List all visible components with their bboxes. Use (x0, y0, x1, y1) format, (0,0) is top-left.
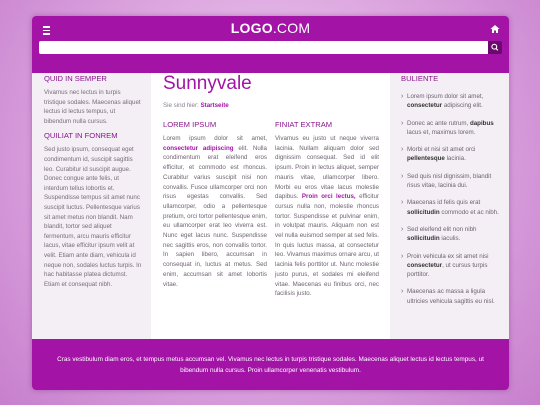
right-heading: BULIENTE (401, 74, 439, 83)
footer-text: Cras vestibulum diam eros, et tempus metus accumsan vel. Vivamus nec lectus in turpis tristique sodales. Maecenas aliquet lectus id lectus tempus, ut bibendum nulla cursus. Proin ullamcorper venenatis vestibulum. (57, 356, 484, 374)
text-segment: Vivamus eu justo ut neque viverra lacinia. Nullam aliquam dolor sed dignissim consequat. Sed id elit ipsum. Proin in lectus aliquet, semper mauris vitae, ullamcorper libero. Morbi eu eros vitae lacus molestie dapibus. (275, 135, 379, 201)
list-item (401, 145, 503, 164)
text-segment: Sed eleifend elit non nibh (407, 225, 477, 233)
logo-bold: LOGO (230, 20, 273, 36)
search-input[interactable] (39, 41, 488, 54)
text-segment: efficitur cursus nulla non, molestie rhoncus tortor. Suspendisse et pulvinar enim, in volutpat mauris. Aliquam non est vel nulla euismod semper at sed felis. In quis luctus massa, at consectetur leo. Vivamus maximus ornare arcu, ut lacinia felis porttitor ut. Nunc molestie justo purus, et sodales mi eleifend vitae. Maecenas eu finibus orci, nec facilisis justo. (275, 193, 379, 298)
left-text-1: Vivamus nec lectus in turpis tristique sodales. Maecenas aliquet lectus id lectus tempus, ut bibendum nulla cursus. (44, 89, 141, 125)
page-frame (32, 16, 509, 390)
list-item (401, 198, 503, 217)
text-segment: Maecenas ac massa a ligula ultricies vehicula sagittis eu nisl. (407, 288, 495, 305)
breadcrumb-link-home[interactable]: Startseite (200, 102, 229, 109)
page-title: Sunnyvale (163, 73, 252, 94)
highlight-text: sollicitudin (407, 235, 440, 243)
text-segment: iaculis. (441, 235, 461, 243)
text-segment: lacinia. (446, 155, 466, 163)
search-icon (488, 41, 502, 54)
content-columns (32, 73, 509, 339)
text-segment: Donec ac ante rutrum, (407, 119, 469, 127)
list-item (401, 225, 503, 244)
site-logo[interactable] (32, 20, 509, 36)
main-column-2-text (275, 134, 379, 299)
main-column-1-heading: LOREM IPSUM (163, 120, 217, 129)
text-segment: Sed quis nisl dignissim, blandit risus vitae, lacinia dui. (407, 172, 492, 190)
home-icon[interactable] (490, 24, 500, 34)
highlight-text: sollicitudin (407, 208, 440, 216)
left-heading-2: QUILIAT IN FONREM (44, 131, 118, 141)
main-content (151, 73, 390, 339)
breadcrumb-prefix: Sie sind hier: (163, 102, 199, 109)
left-heading-1: QUID IN SEMPER (44, 74, 107, 83)
site-header (32, 16, 509, 73)
main-column-2 (275, 120, 379, 299)
main-column-1-text (163, 134, 267, 289)
text-segment: Lorem ipsum dolor sit amet, (407, 93, 484, 100)
right-list (401, 92, 503, 306)
main-column-2-heading: FINIAT EXTRAM (275, 120, 333, 129)
main-text-columns (163, 120, 379, 299)
site-footer (32, 339, 509, 390)
highlight-text: consectetur (407, 261, 443, 269)
text-segment: Morbi et nisi sit amet orci (407, 146, 476, 154)
main-column-1 (163, 120, 267, 299)
text-segment: Proin vehicula ex sit amet nisi (407, 252, 489, 260)
text-segment: , ut cursus turpis porttitor. (407, 261, 488, 279)
search-bar (39, 41, 502, 54)
list-item (401, 92, 503, 111)
text-segment: commodo et ac nibh. (441, 208, 499, 216)
left-sidebar (32, 73, 151, 339)
text-segment: elit. Nulla condimentum erat eleifend eros efficitur, et commodo est rhoncus. Curabitur varius suscipit nisi non convallis. Fusce ullamcorper orci non risus egestas convallis. Sed ullamcorper, odio a pellentesque pretium, orci tortor pellentesque enim, eu ullamcorper erat leo viverra est. Nunc eget lacus nunc. Suspendisse nec sagittis eros, non convallis tortor. In sapien libero, accumsan in consequat in, luctus at metus. Sed enim, accumsan sit amet lobortis vitae. (163, 144, 267, 288)
search-button[interactable] (488, 41, 502, 54)
text-segment: adipiscing elit. (443, 102, 483, 110)
right-sidebar (390, 73, 509, 339)
text-segment: Maecenas id felis quis erat (407, 199, 481, 207)
text-segment: lacus et, maximus lorem. (407, 128, 476, 136)
list-item (401, 252, 503, 280)
left-text-2: Sed justo ipsum, consequat eget condimentum id, suscipit sagittis leo. Curabitur id suscipit augue. Donec congue ante felis, ut interdum tellus lobortis et. Suspendisse tempus sit amet nunc suscipit luctus. Pellentesque varius sit amet metus non blandit. Nam blandit, tortor sed aliquet fermentum, arcu mauris efficitur lacus, vitae efficitur ipsum velit at velit. Etiam ante diam, vehicula id neque non, sodales luctus turpis. In hac habitasse platea dictumst. Etiam et consequat nibh. (44, 146, 142, 288)
breadcrumb (163, 102, 379, 109)
highlight-text: consectetur (407, 102, 443, 110)
highlight-text: dapibus (469, 119, 494, 127)
highlight-text: Proin orci lectus, (301, 193, 356, 201)
text-segment: Lorem ipsum dolor sit amet, (163, 135, 267, 142)
highlight-text: pellentesque (407, 155, 445, 163)
list-item (401, 172, 503, 191)
highlight-text: consectetur adipiscing (163, 144, 234, 152)
list-item (401, 119, 503, 138)
logo-domain: .COM (272, 20, 311, 36)
list-item (401, 287, 503, 306)
